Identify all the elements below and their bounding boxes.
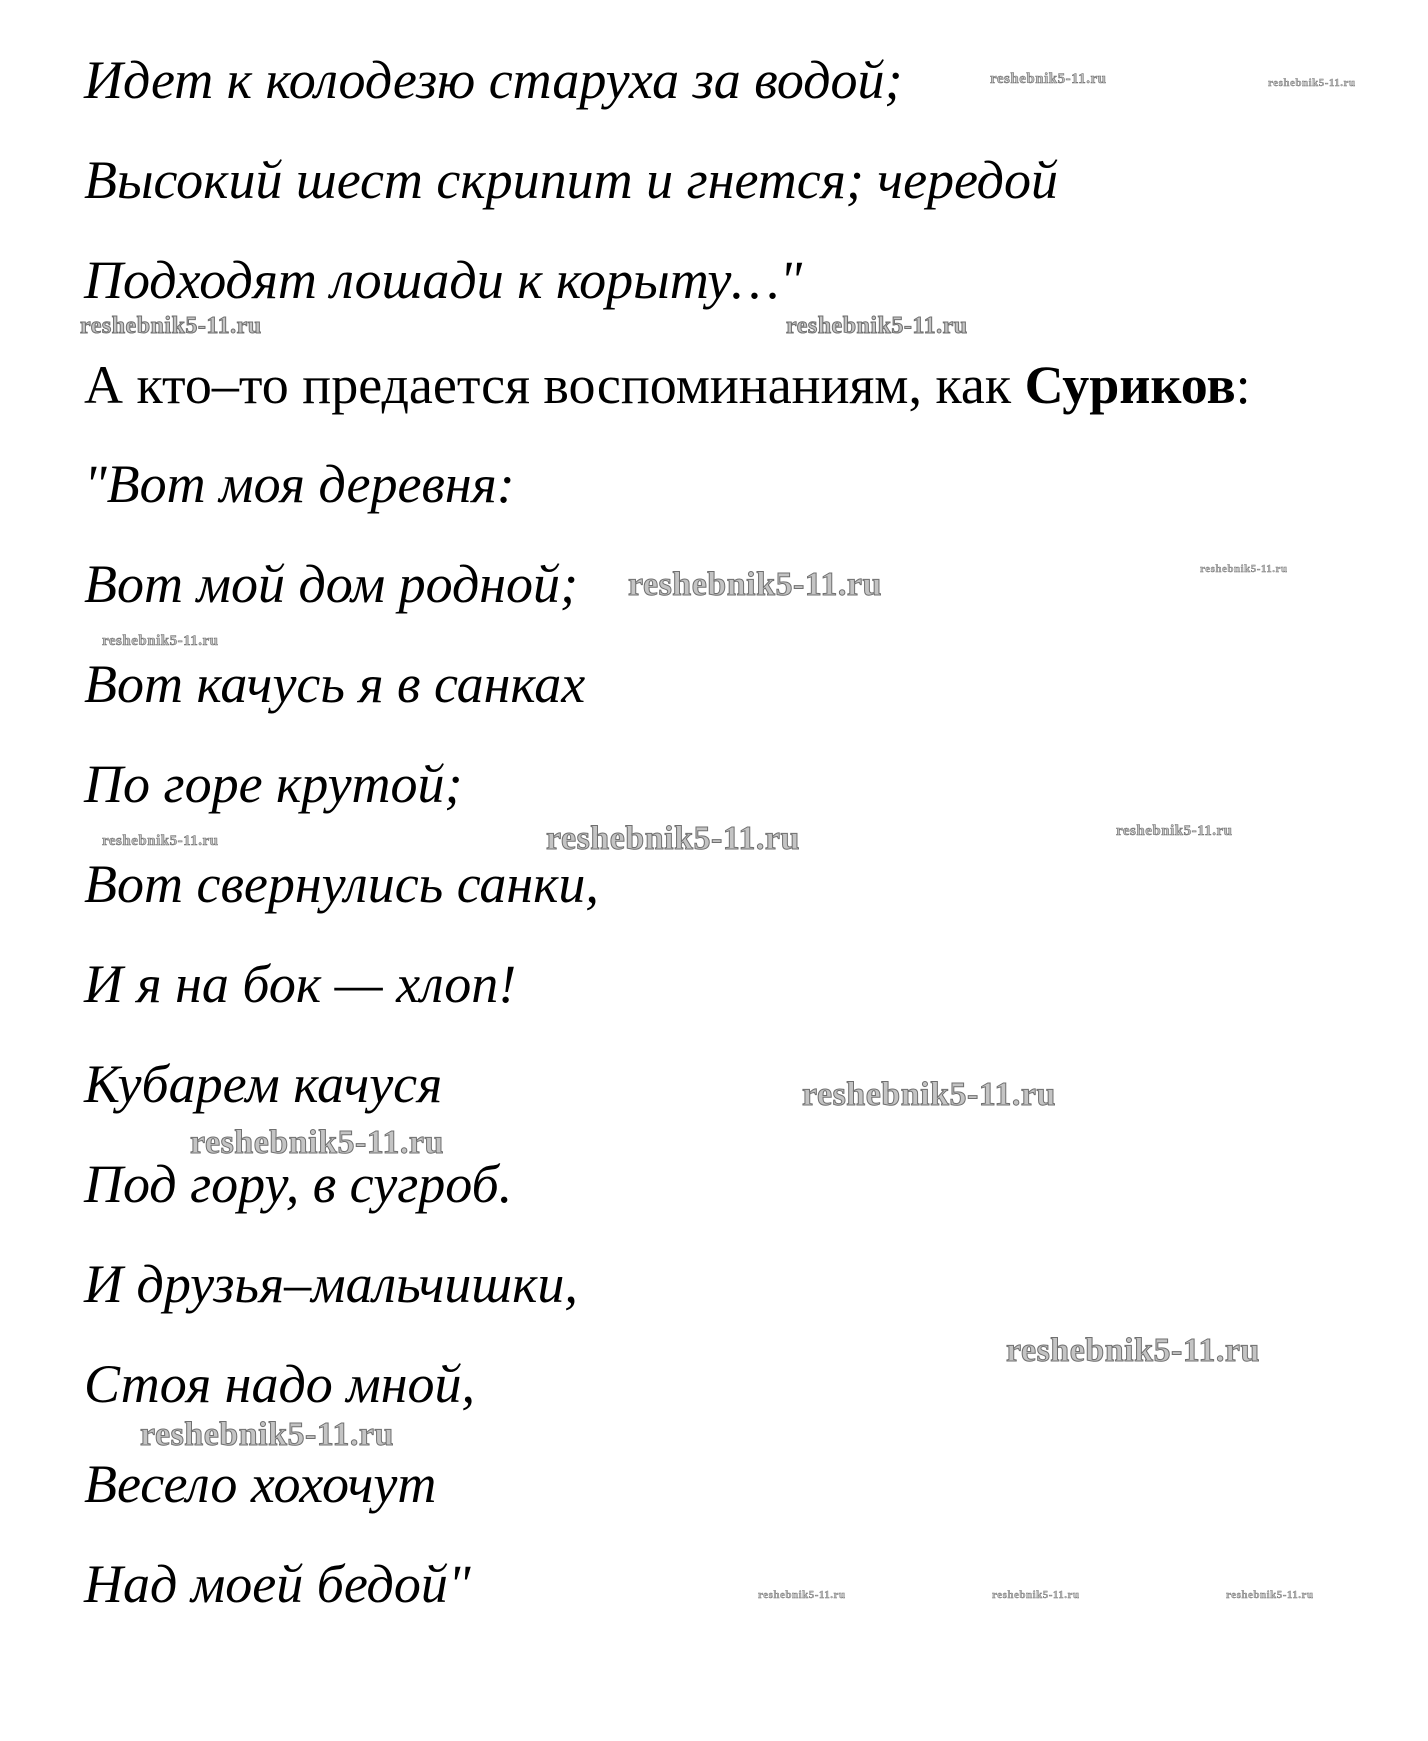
- poem-line-11: Под гору, в сугроб.: [84, 1154, 513, 1214]
- author-name: Суриков: [1024, 355, 1236, 415]
- poem-line-2: Высокий шест скрипит и гнется; чередой: [84, 150, 1058, 210]
- prose-line: [84, 353, 1251, 417]
- poem-line-14: Весело хохочут: [84, 1454, 437, 1514]
- watermark: reshebnik5-11.ru: [546, 820, 800, 857]
- poem-line-4: "Вот моя деревня:: [84, 454, 515, 514]
- poem-line-15: Над моей бедой": [84, 1554, 471, 1614]
- poem-line-8: Вот свернулись санки,: [84, 854, 599, 914]
- prose-text-before: А кто–то предается воспоминаниям, как: [84, 355, 1025, 415]
- poem-line-10: Кубарем качуся: [84, 1054, 443, 1114]
- watermark: reshebnik5-11.ru: [190, 1124, 444, 1161]
- watermark: reshebnik5-11.ru: [1006, 1332, 1260, 1369]
- poem-line-1: Идет к колодезю старуха за водой;: [84, 50, 903, 110]
- watermark: reshebnik5-11.ru: [628, 566, 882, 603]
- poem-line-5: Вот мой дом родной;: [84, 554, 579, 614]
- watermark: reshebnik5-11.ru: [1200, 563, 1288, 575]
- watermark: reshebnik5-11.ru: [990, 71, 1107, 87]
- watermark: reshebnik5-11.ru: [1268, 77, 1356, 89]
- watermark: reshebnik5-11.ru: [102, 633, 219, 649]
- poem-line-12: И друзья–мальчишки,: [84, 1254, 578, 1314]
- watermark: reshebnik5-11.ru: [80, 313, 262, 339]
- poem-line-13: Стоя надо мной,: [84, 1354, 476, 1414]
- watermark: reshebnik5-11.ru: [992, 1589, 1080, 1601]
- watermark: reshebnik5-11.ru: [786, 313, 968, 339]
- watermark: reshebnik5-11.ru: [102, 833, 219, 849]
- watermark: reshebnik5-11.ru: [140, 1416, 394, 1453]
- poem-line-7: По горе крутой;: [84, 754, 463, 814]
- watermark: reshebnik5-11.ru: [1226, 1589, 1314, 1601]
- watermark: reshebnik5-11.ru: [1116, 823, 1233, 839]
- poem-line-6: Вот качусь я в санках: [84, 654, 586, 714]
- watermark: reshebnik5-11.ru: [802, 1076, 1056, 1113]
- prose-text-after: :: [1235, 355, 1251, 415]
- watermark: reshebnik5-11.ru: [758, 1589, 846, 1601]
- poem-line-9: И я на бок — хлоп!: [84, 954, 517, 1014]
- poem-line-3: Подходят лошади к корыту…": [84, 250, 803, 310]
